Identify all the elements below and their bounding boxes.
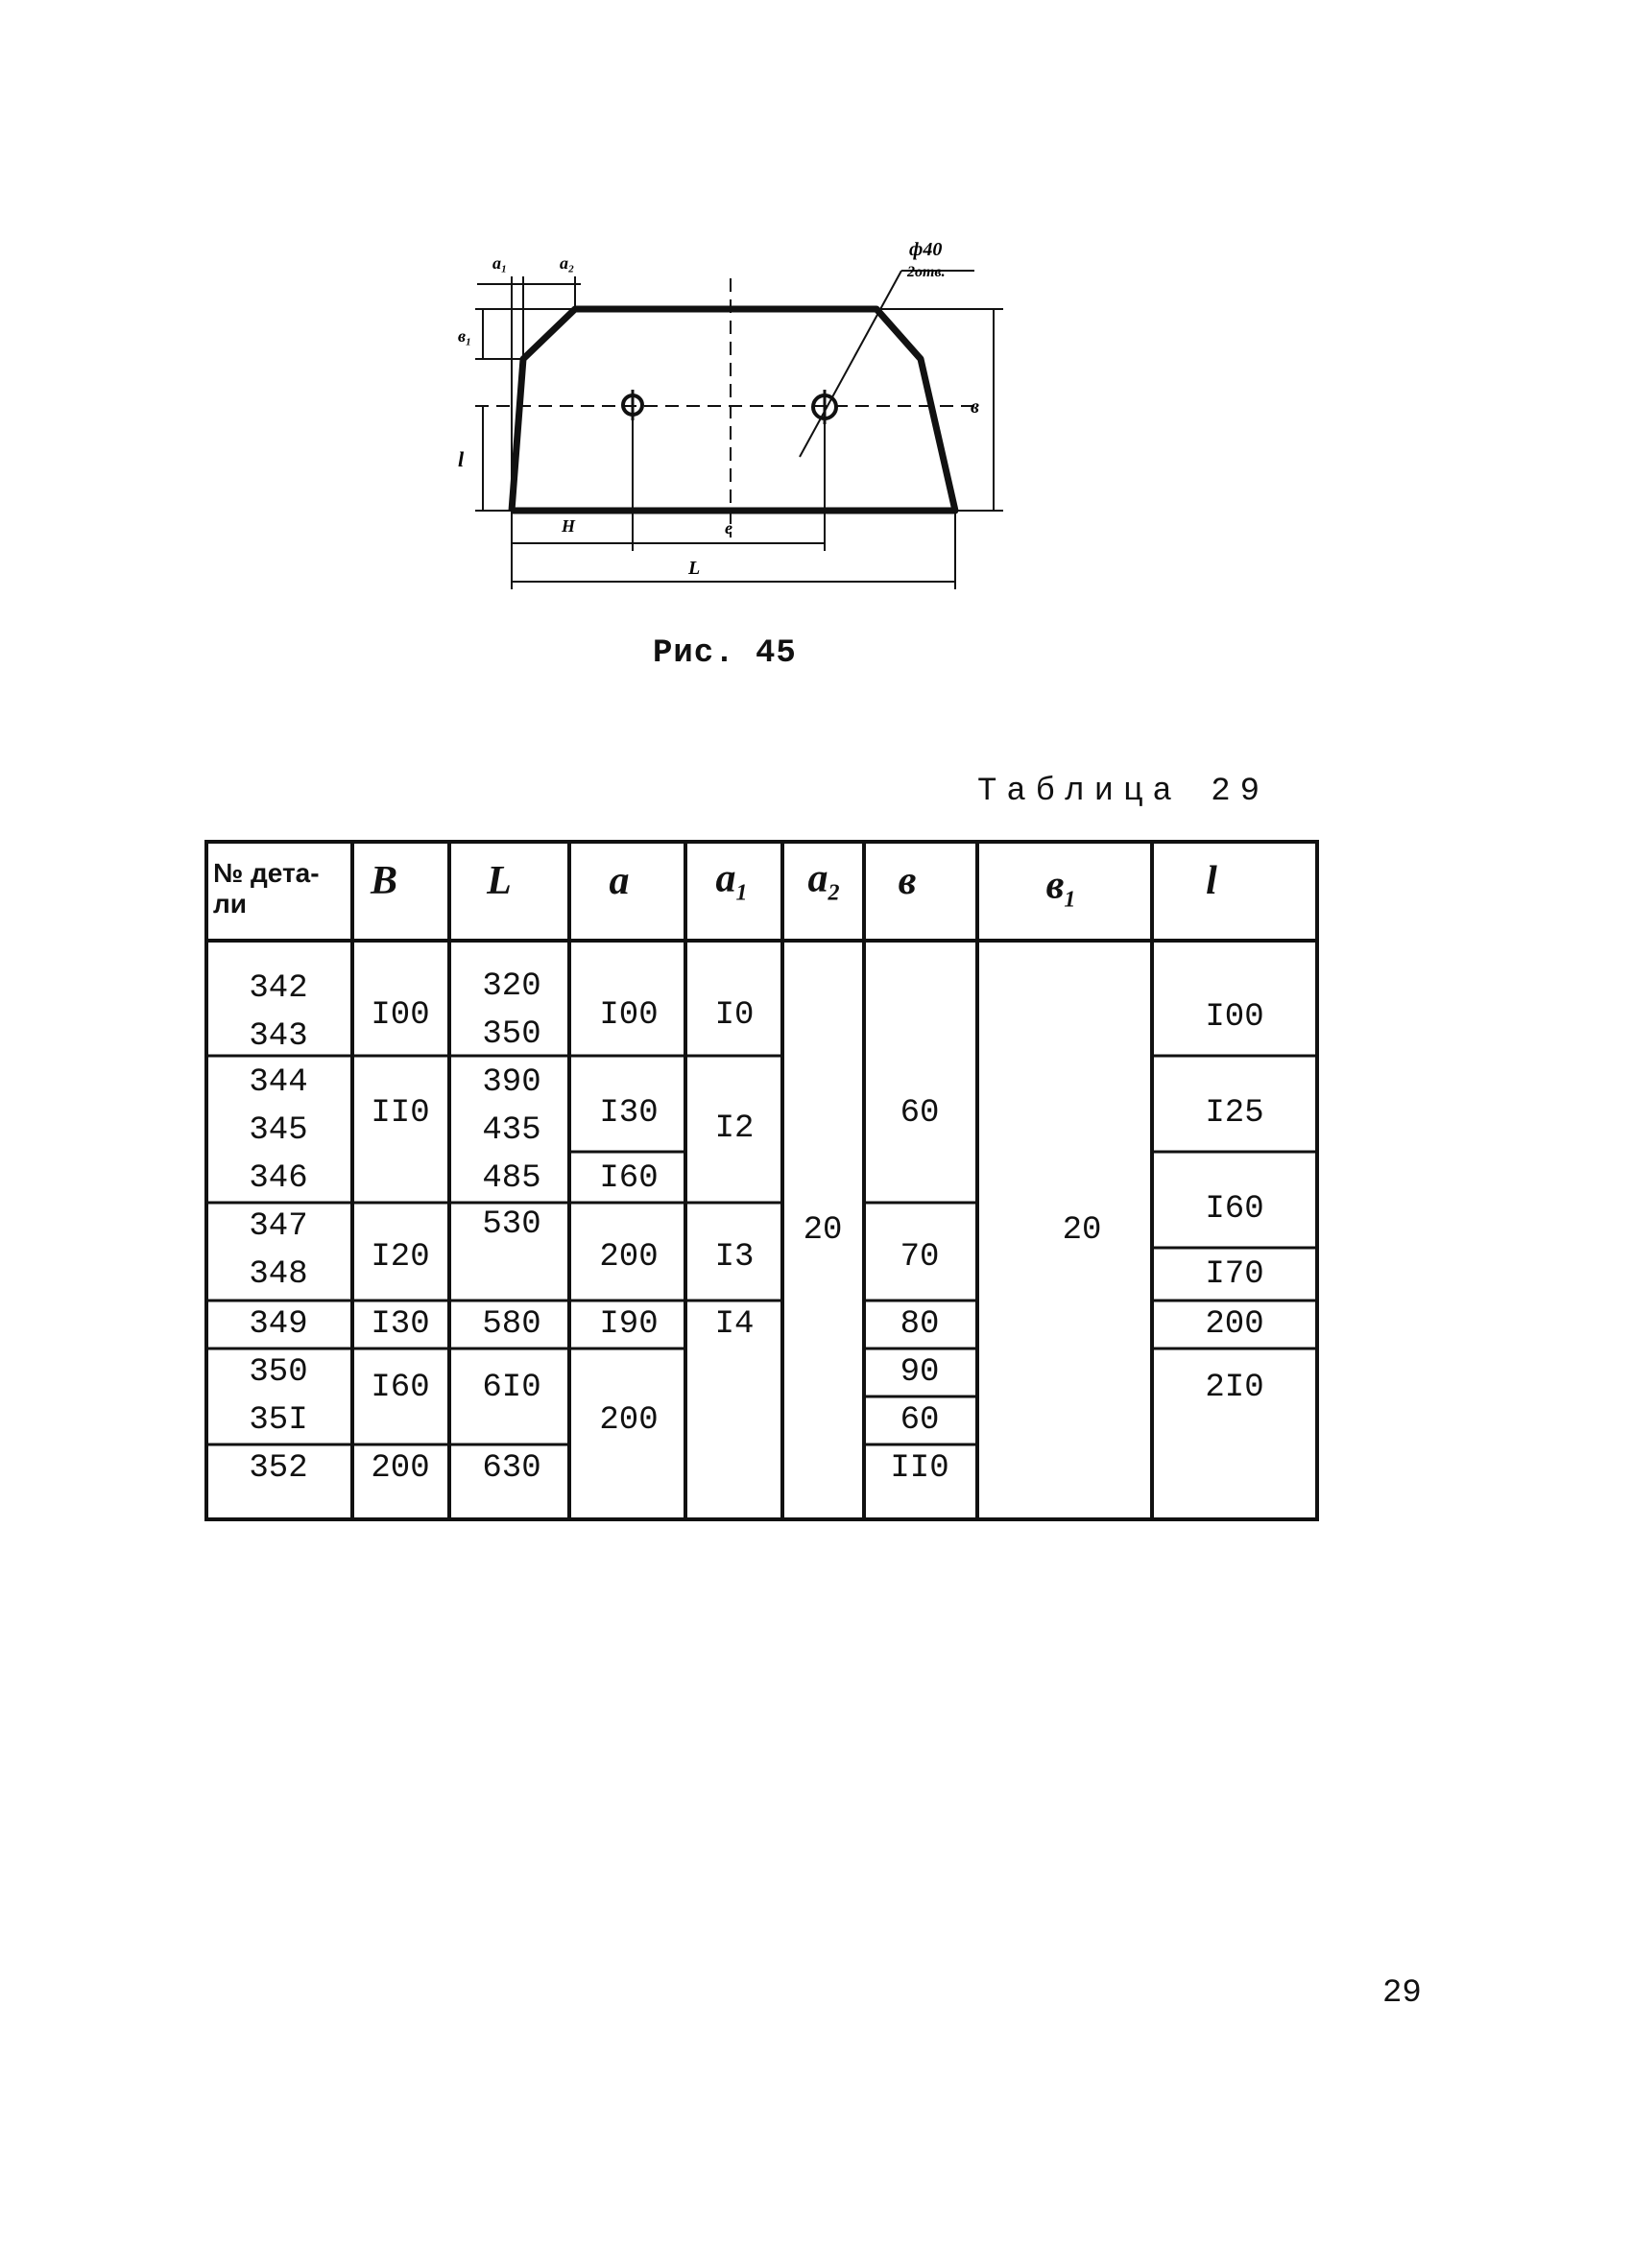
header-a1: $a_1$ [715,856,748,906]
table-cell: II0 [890,1450,949,1487]
table-cell: 342 [249,970,308,1007]
table-cell: 60 [900,1095,940,1132]
dim-b-label: в [971,396,979,418]
table-cell: 350 [249,1354,308,1391]
header-a2: $a_2$ [807,856,840,906]
table-cell: 348 [249,1256,308,1293]
table-cell: I30 [599,1095,659,1132]
table-cell: 35I [249,1402,308,1439]
table-cell: I3 [714,1239,755,1276]
table-cell: I30 [371,1306,430,1343]
header-b: в [898,859,917,903]
table-cell: 2I0 [1205,1370,1264,1406]
hole-diameter-label: ф40 [909,239,943,260]
dim-L-label: L [688,558,701,579]
dim-b1-label: в₁ [458,326,472,346]
table-cell: 435 [482,1112,541,1149]
table-cell: 630 [482,1450,541,1487]
table-cell: I70 [1205,1256,1264,1293]
table-cell: 6I0 [482,1370,541,1406]
table-cell: 343 [249,1018,308,1055]
table-cell: 20 [1062,1212,1102,1249]
table-cell: 344 [249,1064,308,1101]
header-b1: $в_1$ [1045,863,1076,913]
dim-a2-label: a₂ [560,253,575,273]
header-B: В [370,859,398,903]
dim-h-label: Н [562,516,576,536]
table-cell: I20 [371,1239,430,1276]
table-cell: 346 [249,1160,308,1197]
table-cell: 70 [900,1239,940,1276]
table-cell: I60 [599,1160,659,1197]
table-cell: 347 [249,1208,308,1245]
table-cell: 20 [803,1212,843,1249]
table-cell: I90 [599,1306,659,1343]
table-title: Таблица 29 [977,774,1270,810]
table-cell: 352 [249,1450,308,1487]
header-L: L [487,859,512,903]
header-detail-number: № дета- ли [213,858,320,919]
table-cell: I00 [371,997,430,1034]
table-cell: II0 [371,1095,430,1132]
table-cell: 320 [482,968,541,1005]
table-cell: 200 [1205,1306,1264,1343]
table-cell: 349 [249,1306,308,1343]
table-cell: I00 [1205,999,1264,1036]
page-number: 29 [1382,1975,1422,2012]
table-cell: 580 [482,1306,541,1343]
table-cell: 200 [371,1450,430,1487]
table-cell: 80 [900,1306,940,1343]
table-cell: 390 [482,1064,541,1101]
figure-caption: Рис. 45 [653,635,797,672]
table-cell: I25 [1205,1095,1264,1132]
table-cell: I4 [714,1306,755,1343]
table-cell: I60 [371,1370,430,1406]
dim-e-label: е [725,518,732,537]
table-cell: 60 [900,1402,940,1439]
table-cell: I2 [714,1110,755,1147]
table-cell: 530 [482,1206,541,1243]
table-cell: 200 [599,1402,659,1439]
table-cell: 90 [900,1354,940,1391]
table-cell: I0 [714,997,755,1034]
table-cell: 345 [249,1112,308,1149]
table-cell: 200 [599,1239,659,1276]
dim-a1-label: a₁ [492,253,508,273]
table-cell: 485 [482,1160,541,1197]
header-a: a [609,859,630,903]
table-cell: 350 [482,1016,541,1053]
hole-count-label: 2отв. [907,264,946,280]
header-l: l [1206,859,1217,903]
table-cell: I00 [599,997,659,1034]
dim-l-label: l [458,447,465,471]
table-cell: I60 [1205,1191,1264,1228]
